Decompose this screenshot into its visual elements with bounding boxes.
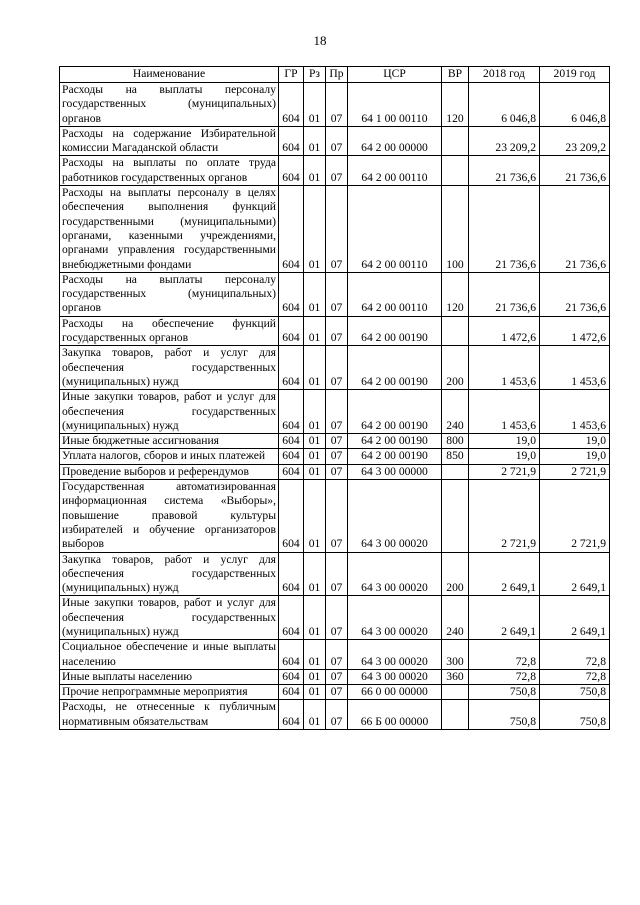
rz-cell: 01 — [304, 346, 326, 390]
table-row — [60, 83, 610, 127]
gr-cell: 604 — [279, 434, 304, 449]
rz-cell: 01 — [304, 669, 326, 684]
pr-cell: 07 — [326, 669, 348, 684]
vr-cell — [442, 480, 469, 552]
name-cell: Расходы на содержание Избирательной комиссии Магаданской области — [60, 126, 279, 156]
amount-2019-cell: 2 649,1 — [540, 596, 610, 640]
csr-cell: 64 2 00 00110 — [348, 186, 442, 273]
gr-cell: 604 — [279, 552, 304, 596]
amount-2019-cell: 19,0 — [540, 434, 610, 449]
csr-cell: 64 2 00 00000 — [348, 126, 442, 156]
amount-2018-cell: 72,8 — [469, 669, 540, 684]
amount-2018-cell: 2 649,1 — [469, 552, 540, 596]
column-header: Рз — [304, 67, 326, 83]
rz-cell: 01 — [304, 552, 326, 596]
pr-cell: 07 — [326, 272, 348, 316]
name-cell: Государственная автоматизированная информационная система «Выборы», повышение правовой культуры избирателей и обучение организаторов выборов — [60, 480, 279, 552]
pr-cell: 07 — [326, 449, 348, 464]
gr-cell: 604 — [279, 464, 304, 479]
amount-2018-cell: 2 721,9 — [469, 480, 540, 552]
rz-cell: 01 — [304, 390, 326, 434]
amount-2018-cell: 1 472,6 — [469, 316, 540, 346]
name-cell: Иные закупки товаров, работ и услуг для обеспечения государственных (муниципальных) нужд — [60, 390, 279, 434]
amount-2018-cell: 750,8 — [469, 685, 540, 700]
table-row — [60, 685, 610, 700]
amount-2019-cell: 750,8 — [540, 700, 610, 730]
gr-cell: 604 — [279, 272, 304, 316]
amount-2019-cell: 1 453,6 — [540, 390, 610, 434]
name-cell: Проведение выборов и референдумов — [60, 464, 279, 479]
rz-cell: 01 — [304, 126, 326, 156]
pr-cell: 07 — [326, 83, 348, 127]
table-row — [60, 596, 610, 640]
pr-cell: 07 — [326, 156, 348, 186]
name-cell: Социальное обеспечение и иные выплаты населению — [60, 640, 279, 670]
amount-2018-cell: 21 736,6 — [469, 272, 540, 316]
table-row — [60, 434, 610, 449]
gr-cell: 604 — [279, 700, 304, 730]
vr-cell — [442, 126, 469, 156]
amount-2019-cell: 6 046,8 — [540, 83, 610, 127]
table-row — [60, 186, 610, 273]
table-header-row — [60, 67, 610, 83]
csr-cell: 64 2 00 00110 — [348, 156, 442, 186]
table-body — [60, 83, 610, 730]
name-cell: Расходы, не отнесенные к публичным нормативным обязательствам — [60, 700, 279, 730]
gr-cell: 604 — [279, 83, 304, 127]
csr-cell: 66 0 00 00000 — [348, 685, 442, 700]
csr-cell: 64 3 00 00020 — [348, 640, 442, 670]
amount-2018-cell: 750,8 — [469, 700, 540, 730]
rz-cell: 01 — [304, 83, 326, 127]
rz-cell: 01 — [304, 186, 326, 273]
amount-2018-cell: 23 209,2 — [469, 126, 540, 156]
vr-cell: 200 — [442, 552, 469, 596]
gr-cell: 604 — [279, 346, 304, 390]
csr-cell: 64 1 00 00110 — [348, 83, 442, 127]
rz-cell: 01 — [304, 272, 326, 316]
gr-cell: 604 — [279, 186, 304, 273]
vr-cell: 240 — [442, 390, 469, 434]
vr-cell: 800 — [442, 434, 469, 449]
vr-cell: 360 — [442, 669, 469, 684]
column-header: ВР — [442, 67, 469, 83]
page-number: 18 — [313, 33, 327, 48]
amount-2018-cell: 72,8 — [469, 640, 540, 670]
name-cell: Расходы на выплаты по оплате труда работников государственных органов — [60, 156, 279, 186]
table-row — [60, 272, 610, 316]
amount-2018-cell: 2 649,1 — [469, 596, 540, 640]
table-row — [60, 449, 610, 464]
rz-cell: 01 — [304, 316, 326, 346]
amount-2018-cell: 19,0 — [469, 449, 540, 464]
csr-cell: 64 2 00 00190 — [348, 390, 442, 434]
amount-2019-cell: 1 453,6 — [540, 346, 610, 390]
rz-cell: 01 — [304, 685, 326, 700]
amount-2019-cell: 23 209,2 — [540, 126, 610, 156]
name-cell: Закупка товаров, работ и услуг для обеспечения государственных (муниципальных) нужд — [60, 552, 279, 596]
gr-cell: 604 — [279, 669, 304, 684]
table-row — [60, 552, 610, 596]
vr-cell: 850 — [442, 449, 469, 464]
name-cell: Расходы на выплаты персоналу государственных (муниципальных) органов — [60, 83, 279, 127]
amount-2019-cell: 2 721,9 — [540, 464, 610, 479]
amount-2019-cell: 19,0 — [540, 449, 610, 464]
csr-cell: 64 3 00 00020 — [348, 669, 442, 684]
vr-cell — [442, 156, 469, 186]
gr-cell: 604 — [279, 390, 304, 434]
name-cell: Расходы на обеспечение функций государственных органов — [60, 316, 279, 346]
pr-cell: 07 — [326, 186, 348, 273]
column-header: Пр — [326, 67, 348, 83]
gr-cell: 604 — [279, 449, 304, 464]
column-header: ЦСР — [348, 67, 442, 83]
pr-cell: 07 — [326, 316, 348, 346]
pr-cell: 07 — [326, 552, 348, 596]
gr-cell: 604 — [279, 156, 304, 186]
vr-cell: 100 — [442, 186, 469, 273]
pr-cell: 07 — [326, 685, 348, 700]
vr-cell: 200 — [442, 346, 469, 390]
rz-cell: 01 — [304, 596, 326, 640]
vr-cell — [442, 685, 469, 700]
amount-2018-cell: 21 736,6 — [469, 186, 540, 273]
name-cell: Прочие непрограммные мероприятия — [60, 685, 279, 700]
amount-2018-cell: 6 046,8 — [469, 83, 540, 127]
table-row — [60, 346, 610, 390]
pr-cell: 07 — [326, 346, 348, 390]
rz-cell: 01 — [304, 449, 326, 464]
amount-2018-cell: 19,0 — [469, 434, 540, 449]
pr-cell: 07 — [326, 480, 348, 552]
name-cell: Уплата налогов, сборов и иных платежей — [60, 449, 279, 464]
amount-2018-cell: 1 453,6 — [469, 346, 540, 390]
pr-cell: 07 — [326, 700, 348, 730]
rz-cell: 01 — [304, 464, 326, 479]
table-row — [60, 390, 610, 434]
amount-2018-cell: 21 736,6 — [469, 156, 540, 186]
csr-cell: 66 Б 00 00000 — [348, 700, 442, 730]
vr-cell — [442, 700, 469, 730]
gr-cell: 604 — [279, 640, 304, 670]
pr-cell: 07 — [326, 596, 348, 640]
gr-cell: 604 — [279, 480, 304, 552]
table-row — [60, 700, 610, 730]
csr-cell: 64 2 00 00190 — [348, 346, 442, 390]
table-row — [60, 669, 610, 684]
table-row — [60, 156, 610, 186]
csr-cell: 64 2 00 00110 — [348, 272, 442, 316]
csr-cell: 64 2 00 00190 — [348, 434, 442, 449]
amount-2019-cell: 21 736,6 — [540, 156, 610, 186]
vr-cell: 240 — [442, 596, 469, 640]
amount-2019-cell: 1 472,6 — [540, 316, 610, 346]
csr-cell: 64 3 00 00000 — [348, 464, 442, 479]
column-header: 2019 год — [540, 67, 610, 83]
name-cell: Расходы на выплаты персоналу государственных (муниципальных) органов — [60, 272, 279, 316]
amount-2018-cell: 1 453,6 — [469, 390, 540, 434]
amount-2019-cell: 750,8 — [540, 685, 610, 700]
rz-cell: 01 — [304, 480, 326, 552]
csr-cell: 64 3 00 00020 — [348, 552, 442, 596]
rz-cell: 01 — [304, 156, 326, 186]
pr-cell: 07 — [326, 640, 348, 670]
rz-cell: 01 — [304, 700, 326, 730]
column-header: Наименование — [60, 67, 279, 83]
column-header: ГР — [279, 67, 304, 83]
budget-table — [59, 66, 610, 730]
name-cell: Закупка товаров, работ и услуг для обеспечения государственных (муниципальных) нужд — [60, 346, 279, 390]
table-row — [60, 640, 610, 670]
table-row — [60, 464, 610, 479]
rz-cell: 01 — [304, 640, 326, 670]
amount-2019-cell: 72,8 — [540, 640, 610, 670]
csr-cell: 64 2 00 00190 — [348, 316, 442, 346]
vr-cell: 300 — [442, 640, 469, 670]
table-row — [60, 316, 610, 346]
amount-2019-cell: 2 721,9 — [540, 480, 610, 552]
name-cell: Иные выплаты населению — [60, 669, 279, 684]
amount-2019-cell: 72,8 — [540, 669, 610, 684]
amount-2019-cell: 21 736,6 — [540, 186, 610, 273]
csr-cell: 64 2 00 00190 — [348, 449, 442, 464]
pr-cell: 07 — [326, 390, 348, 434]
vr-cell — [442, 464, 469, 479]
amount-2019-cell: 2 649,1 — [540, 552, 610, 596]
gr-cell: 604 — [279, 126, 304, 156]
csr-cell: 64 3 00 00020 — [348, 596, 442, 640]
gr-cell: 604 — [279, 316, 304, 346]
name-cell: Иные бюджетные ассигнования — [60, 434, 279, 449]
column-header: 2018 год — [469, 67, 540, 83]
rz-cell: 01 — [304, 434, 326, 449]
vr-cell — [442, 316, 469, 346]
vr-cell: 120 — [442, 272, 469, 316]
table-row — [60, 126, 610, 156]
pr-cell: 07 — [326, 434, 348, 449]
amount-2019-cell: 21 736,6 — [540, 272, 610, 316]
vr-cell: 120 — [442, 83, 469, 127]
gr-cell: 604 — [279, 596, 304, 640]
pr-cell: 07 — [326, 464, 348, 479]
name-cell: Иные закупки товаров, работ и услуг для обеспечения государственных (муниципальных) нужд — [60, 596, 279, 640]
pr-cell: 07 — [326, 126, 348, 156]
table-row — [60, 480, 610, 552]
gr-cell: 604 — [279, 685, 304, 700]
name-cell: Расходы на выплаты персоналу в целях обеспечения выполнения функций государственными (муниципальными) органами, казенными учреждениями, органами управления государственными внебюджетными фондами — [60, 186, 279, 273]
csr-cell: 64 3 00 00020 — [348, 480, 442, 552]
amount-2018-cell: 2 721,9 — [469, 464, 540, 479]
